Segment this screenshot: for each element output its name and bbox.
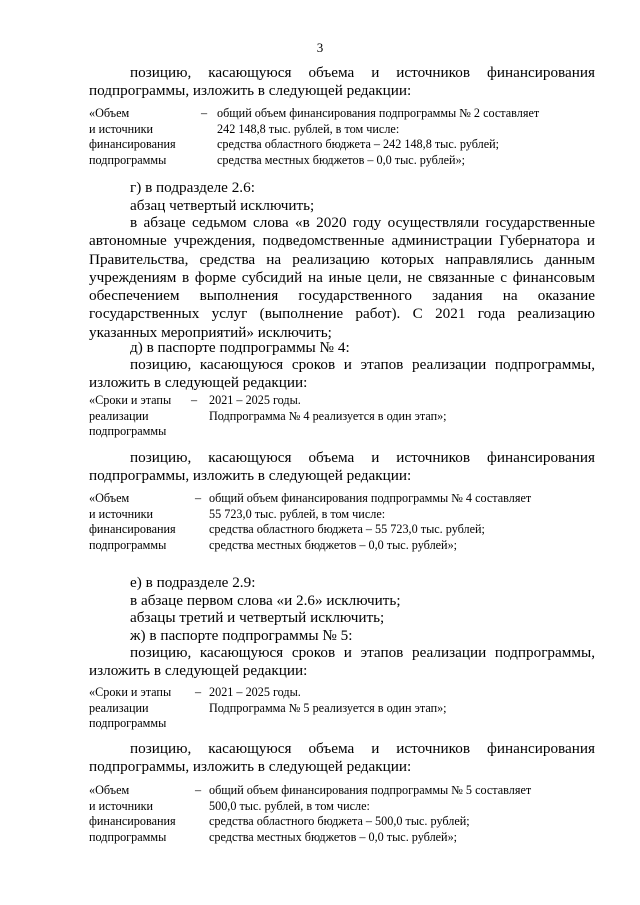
table-row <box>89 685 595 701</box>
paragraph-passport-sp5: ж) в паспорте подпрограммы № 5: <box>130 627 353 644</box>
position-value: общий объем финансирования подпрограммы № 4 составляет <box>209 491 532 505</box>
position-label: подпрограммы <box>89 716 167 731</box>
position-value: Подпрограмма № 5 реализуется в один этап»; <box>209 700 447 715</box>
paragraph-subsection-2-6: г) в подразделе 2.6: <box>130 179 255 196</box>
table-row <box>89 137 595 153</box>
position-value: средства областного бюджета – 55 723,0 тыс. рублей; <box>209 522 485 537</box>
table-row <box>89 409 595 425</box>
position-label: подпрограммы <box>89 424 167 439</box>
dash: – <box>191 393 198 407</box>
table-row <box>89 424 595 440</box>
passport-table-terms-sp5 <box>89 685 595 732</box>
position-label: подпрограммы <box>89 537 167 552</box>
position-value: 55 723,0 тыс. рублей, в том числе: <box>209 506 386 521</box>
passport-table-funding-sp2 <box>89 106 595 168</box>
page-number: 3 <box>316 40 324 55</box>
position-value: средства местных бюджетов – 0,0 тыс. рублей»; <box>217 152 466 167</box>
paragraph-seventh-words: в абзаце седьмом слова «в 2020 году осуществляли государственные автономные учреждения, подведомственные администрации Губернатора и Правительства, средства на реализацию которых направлялись данным учреждениям в форме субсидий на иные цели, не связанные с финансовым обеспечением выполнения государственного задания на оказание государственных услуг (выполнение работ). С 2021 года реализацию указанных мероприятий» исключить; <box>89 214 595 341</box>
position-value: средства областного бюджета – 500,0 тыс. рублей; <box>209 814 470 829</box>
position-label: финансирования <box>89 522 176 537</box>
position-value: 2021 – 2025 годы. <box>209 393 301 407</box>
position-value: Подпрограмма № 4 реализуется в один этап»; <box>209 408 447 423</box>
position-label: подпрограммы <box>89 152 167 167</box>
table-row <box>89 814 595 830</box>
table-row <box>89 701 595 717</box>
position-label: «Сроки и этапы <box>89 685 172 699</box>
position-value: 2021 – 2025 годы. <box>209 685 301 699</box>
table-row <box>89 522 595 538</box>
table-row <box>89 106 595 122</box>
table-row <box>89 491 595 507</box>
table-row <box>89 830 595 846</box>
passport-table-funding-sp4 <box>89 491 595 553</box>
position-label: и источники <box>89 506 154 521</box>
position-label: «Объем <box>89 491 130 505</box>
paragraph-terms-sp4: позицию, касающуюся сроков и этапов реализации подпрограммы, изложить в следующей редакции: <box>89 356 595 392</box>
position-value: средства областного бюджета – 242 148,8 тыс. рублей; <box>217 137 500 152</box>
paragraph-passport-sp4: д) в паспорте подпрограммы № 4: <box>130 339 350 356</box>
dash: – <box>195 491 202 505</box>
paragraph-terms-sp5: позицию, касающуюся сроков и этапов реализации подпрограммы, изложить в следующей редакции: <box>89 644 595 680</box>
table-row <box>89 153 595 169</box>
table-row <box>89 783 595 799</box>
table-row <box>89 507 595 523</box>
dash: – <box>195 783 202 797</box>
position-label: подпрограммы <box>89 829 167 844</box>
table-row <box>89 716 595 732</box>
dash: – <box>201 106 208 120</box>
position-label: «Объем <box>89 783 130 797</box>
passport-table-terms-sp4 <box>89 393 595 440</box>
position-value: средства местных бюджетов – 0,0 тыс. рублей»; <box>209 829 458 844</box>
position-label: реализации <box>89 700 149 715</box>
position-label: финансирования <box>89 814 176 829</box>
paragraph-delete-third-fourth: абзацы третий и четвертый исключить; <box>130 609 385 626</box>
position-label: и источники <box>89 798 154 813</box>
paragraph-funding-sp5: позицию, касающуюся объема и источников финансирования подпрограммы, изложить в следующей редакции: <box>89 740 595 776</box>
position-label: «Объем <box>89 106 130 120</box>
position-label: «Сроки и этапы <box>89 393 172 407</box>
position-label: реализации <box>89 408 149 423</box>
table-row <box>89 122 595 138</box>
position-value: 500,0 тыс. рублей, в том числе: <box>209 798 370 813</box>
table-row <box>89 393 595 409</box>
position-value: 242 148,8 тыс. рублей, в том числе: <box>217 121 400 136</box>
paragraph-delete-fourth: абзац четвертый исключить; <box>130 197 315 214</box>
table-row <box>89 799 595 815</box>
table-row <box>89 538 595 554</box>
position-label: финансирования <box>89 137 176 152</box>
dash: – <box>195 685 202 699</box>
paragraph-first-words: в абзаце первом слова «и 2.6» исключить; <box>130 592 401 609</box>
position-value: общий объем финансирования подпрограммы № 2 составляет <box>217 106 540 120</box>
position-label: и источники <box>89 121 154 136</box>
paragraph-funding-sp2: позицию, касающуюся объема и источников финансирования подпрограммы, изложить в следующей редакции: <box>89 64 595 100</box>
passport-table-funding-sp5 <box>89 783 595 845</box>
paragraph-subsection-2-9: е) в подразделе 2.9: <box>130 574 256 591</box>
position-value: средства местных бюджетов – 0,0 тыс. рублей»; <box>209 537 458 552</box>
position-value: общий объем финансирования подпрограммы № 5 составляет <box>209 783 532 797</box>
paragraph-funding-sp4: позицию, касающуюся объема и источников финансирования подпрограммы, изложить в следующей редакции: <box>89 449 595 485</box>
